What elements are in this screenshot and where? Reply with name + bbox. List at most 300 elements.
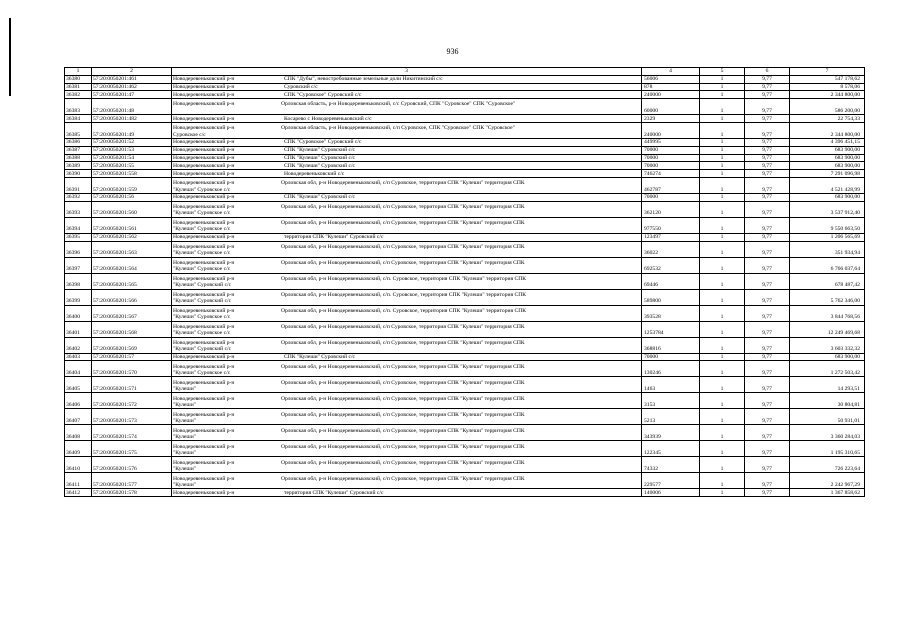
area-cell: 70000 (642, 162, 700, 170)
table-row (65, 122, 865, 138)
area-cell: 343939 (642, 425, 700, 441)
table-row (65, 99, 865, 115)
location-address: территория СПК "Кулеши" Суровский с/с (284, 489, 384, 496)
location-address: Орловская обл, р-н Новодеревеньковский, с/п Суровское, территория СПК "Кулеши" территория СПК (281, 203, 525, 210)
district-label: Новодеревеньковский р-н (173, 203, 235, 210)
rate-cell: 9,77 (745, 257, 790, 273)
table-row (65, 138, 865, 146)
table-row (65, 393, 865, 409)
rate-cell: 9,77 (745, 154, 790, 162)
cadastral-number-cell: 57:20:0050201:574 (92, 425, 172, 441)
cadastral-number-cell: 57:20:0050201:54 (92, 154, 172, 162)
location-text (172, 139, 641, 145)
location-address-continued: "Кулеши" Суровский с/с (173, 346, 232, 353)
area-cell: 362120 (642, 201, 700, 217)
quantity-cell: 1 (700, 353, 745, 361)
amount-cell: 7 291 096,98 (790, 170, 865, 178)
amount-cell: 2 344 800,00 (790, 91, 865, 99)
row-number-cell: 36408 (65, 425, 92, 441)
table-row (65, 154, 865, 162)
location-address: Орловская обл, р-н Новодеревеньковский, с/п Суровское, территория СПК "Кулеши" территория СПК (281, 411, 525, 418)
rate-cell: 9,77 (745, 99, 790, 115)
area-cell: 70000 (642, 154, 700, 162)
table-row (65, 233, 865, 241)
location-address-continued: "Кулеши" Суровское с/с (173, 314, 231, 321)
row-number-cell: 36411 (65, 473, 92, 489)
table-row (65, 305, 865, 321)
location-address: СПК "Суровское" Суровский с/с (284, 139, 362, 146)
amount-cell: 3 537 912,40 (790, 201, 865, 217)
location-address-continued: "Кулеши" Суровское с/с (173, 330, 231, 337)
table-row (65, 353, 865, 361)
district-label: Новодеревеньковский р-н (173, 115, 235, 122)
district-label: Новодеревеньковский р-н (173, 291, 235, 298)
row-number-cell: 36407 (65, 409, 92, 425)
area-cell: 2329 (642, 115, 700, 123)
location-text (172, 292, 641, 305)
table-row (65, 201, 865, 217)
amount-cell: 1 206 565,69 (790, 233, 865, 241)
table-row (65, 273, 865, 289)
location-cell (172, 489, 642, 497)
amount-cell: 683 900,00 (790, 162, 865, 170)
district-label: Новодеревеньковский р-н (173, 219, 235, 226)
district-label: Новодеревеньковский р-н (173, 353, 235, 360)
quantity-cell: 1 (700, 201, 745, 217)
location-address: Орловская область, р-н Новодеревеньковский, с/п Суровское, СПК "Суровское" СПК "Суровское" (281, 125, 515, 132)
table-body (65, 68, 865, 497)
location-text (172, 147, 641, 153)
area-cell: 130246 (642, 361, 700, 377)
location-cell (172, 75, 642, 83)
quantity-cell: 1 (700, 162, 745, 170)
district-label: Новодеревеньковский р-н (173, 395, 235, 402)
row-number-cell: 36387 (65, 146, 92, 154)
district-label: Новодеревеньковский р-н (173, 91, 235, 98)
amount-cell: 547 178,62 (790, 75, 865, 83)
quantity-cell: 1 (700, 489, 745, 497)
location-cell (172, 473, 642, 489)
row-number-cell: 36397 (65, 257, 92, 273)
quantity-cell: 1 (700, 257, 745, 273)
row-number-cell: 36405 (65, 377, 92, 393)
cadastral-number-cell: 57:20:0050201:571 (92, 377, 172, 393)
column-header: 2 (92, 68, 172, 76)
column-header: 5 (700, 68, 745, 76)
row-number-cell: 36409 (65, 441, 92, 457)
cadastral-number-cell: 57:20:0050201:566 (92, 289, 172, 305)
table-row (65, 489, 865, 497)
quantity-cell: 1 (700, 83, 745, 91)
quantity-cell: 1 (700, 193, 745, 201)
area-cell: 56006 (642, 75, 700, 83)
location-cell (172, 83, 642, 91)
rate-cell: 9,77 (745, 305, 790, 321)
district-label: Новодеревеньковский р-н (173, 427, 235, 434)
location-address: СПК "Кулеши" Суровский с/с (284, 353, 355, 360)
location-cell (172, 91, 642, 99)
cadastral-number-cell: 57:20:0050201:564 (92, 257, 172, 273)
location-address: Орловская область, р-н Новодеревеньковский, с/с Суровский, СПК "Суровское" СПК "Суровское" (281, 101, 516, 108)
quantity-cell: 1 (700, 138, 745, 146)
rate-cell: 9,77 (745, 457, 790, 473)
row-number-cell: 36385 (65, 122, 92, 138)
amount-cell: 1 367 858,62 (790, 489, 865, 497)
location-text (172, 125, 641, 138)
area-cell: 3153 (642, 393, 700, 409)
location-cell (172, 241, 642, 257)
location-cell (172, 457, 642, 473)
column-header: 6 (745, 68, 790, 76)
area-cell: 449995 (642, 138, 700, 146)
location-cell (172, 138, 642, 146)
location-address: СПК "Кулеши" Суровский с/с (284, 162, 355, 169)
location-text (172, 180, 641, 193)
cadastral-number-cell: 57:20:0050201:55 (92, 162, 172, 170)
table-row (65, 146, 865, 154)
location-text (172, 92, 641, 98)
row-number-cell: 36395 (65, 233, 92, 241)
location-cell (172, 441, 642, 457)
location-text (172, 244, 641, 257)
amount-cell: 3 360 284,03 (790, 425, 865, 441)
area-cell: 692532 (642, 257, 700, 273)
quantity-cell: 1 (700, 337, 745, 353)
district-label: Новодеревеньковский р-н (173, 194, 235, 201)
table-row (65, 361, 865, 377)
location-text (172, 76, 641, 82)
table-row (65, 425, 865, 441)
district-label: Новодеревеньковский р-н (173, 180, 235, 187)
amount-cell: 2 344 800,00 (790, 122, 865, 138)
table-row (65, 162, 865, 170)
location-text (172, 308, 641, 321)
location-cell (172, 99, 642, 115)
amount-cell: 22 754,33 (790, 115, 865, 123)
quantity-cell: 1 (700, 305, 745, 321)
rate-cell: 9,77 (745, 241, 790, 257)
rate-cell: 9,77 (745, 289, 790, 305)
location-text (172, 260, 641, 273)
location-text (172, 101, 641, 114)
location-address: Орловская обл, р-н Новодеревеньковский, с/п Суровское, территория СПК "Кулеши" территория СПК (281, 427, 525, 434)
location-text (172, 220, 641, 233)
location-text (172, 155, 641, 161)
cadastral-number-cell: 57:20:0050201:558 (92, 170, 172, 178)
district-label: Новодеревеньковский р-н (173, 147, 235, 154)
table-row (65, 289, 865, 305)
table-row (65, 241, 865, 257)
area-cell: 240000 (642, 122, 700, 138)
location-address-continued: "Кулеши" (173, 417, 197, 424)
cadastral-number-cell: 57:20:0050201:48 (92, 99, 172, 115)
rate-cell: 9,77 (745, 441, 790, 457)
area-cell: 368816 (642, 337, 700, 353)
location-address: Орловская обл, р-н Новодеревеньковский, с/п. Суровское, территория СПК "Кулеши" территория СПК (281, 307, 526, 314)
area-cell: 1253784 (642, 321, 700, 337)
table-row (65, 473, 865, 489)
location-cell (172, 115, 642, 123)
area-cell: 123497 (642, 233, 700, 241)
quantity-cell: 1 (700, 473, 745, 489)
amount-cell: 351 934,94 (790, 241, 865, 257)
location-cell (172, 353, 642, 361)
location-address: Орловская обл, р-н Новодеревеньковский, с/п Суровское, территория СПК "Кулеши" территория СПК (281, 379, 525, 386)
quantity-cell: 1 (700, 177, 745, 193)
location-text (172, 234, 641, 240)
district-label: Новодеревеньковский р-н (173, 475, 235, 482)
location-text (172, 364, 641, 377)
row-number-cell: 36401 (65, 321, 92, 337)
area-cell: 240000 (642, 91, 700, 99)
rate-cell: 9,77 (745, 177, 790, 193)
row-number-cell: 36399 (65, 289, 92, 305)
rate-cell: 9,77 (745, 489, 790, 497)
district-label: Новодеревеньковский р-н (173, 339, 235, 346)
district-label: Новодеревеньковский р-н (173, 101, 235, 108)
location-cell (172, 162, 642, 170)
location-address: СПК "Кулеши" Суровский с/с (284, 147, 355, 154)
district-label: Новодеревеньковский р-н (173, 139, 235, 146)
quantity-cell: 1 (700, 233, 745, 241)
quantity-cell: 1 (700, 99, 745, 115)
location-text (172, 444, 641, 457)
cadastral-number-cell: 57:20:0050201:570 (92, 361, 172, 377)
location-address-continued: "Кулеши" Суровское с/с (173, 369, 231, 376)
rate-cell: 9,77 (745, 162, 790, 170)
district-label: Новодеревеньковский р-н (173, 489, 235, 496)
cadastral-number-cell: 57:20:0050201:56 (92, 193, 172, 201)
cadastral-number-cell: 57:20:0050201:572 (92, 393, 172, 409)
location-address: территория СПК "Кулеши" Суровский с/с (284, 234, 384, 241)
table-row (65, 170, 865, 178)
rate-cell: 9,77 (745, 217, 790, 233)
quantity-cell: 1 (700, 441, 745, 457)
row-number-cell: 36400 (65, 305, 92, 321)
location-cell (172, 233, 642, 241)
row-number-cell: 36398 (65, 273, 92, 289)
area-cell: 140006 (642, 489, 700, 497)
cadastral-number-cell: 57:20:0050201:561 (92, 217, 172, 233)
area-cell: 462787 (642, 177, 700, 193)
row-number-cell: 36384 (65, 115, 92, 123)
amount-cell: 3 844 768,56 (790, 305, 865, 321)
quantity-cell: 1 (700, 273, 745, 289)
row-number-cell: 36389 (65, 162, 92, 170)
location-address-continued: "Кулеши" Суровское с/с (173, 186, 231, 193)
amount-cell: 30 804,81 (790, 393, 865, 409)
location-address: Орловская обл, р-н Новодеревеньковский, с/п. Суровское, территория СПК "Кулеши" территория СПК (281, 275, 526, 282)
location-text (172, 276, 641, 289)
area-cell: 70000 (642, 353, 700, 361)
cadastral-number-cell: 57:20:0050201:575 (92, 441, 172, 457)
location-text (172, 171, 641, 177)
district-label: Новодеревеньковский р-н (173, 76, 235, 83)
location-address: Косарево с Новодеревеньковский с/с (284, 115, 372, 122)
quantity-cell: 1 (700, 146, 745, 154)
rate-cell: 9,77 (745, 75, 790, 83)
amount-cell: 4 521 428,99 (790, 177, 865, 193)
location-text (172, 163, 641, 169)
amount-cell: 5 762 346,00 (790, 289, 865, 305)
quantity-cell: 1 (700, 425, 745, 441)
rate-cell: 9,77 (745, 122, 790, 138)
amount-cell: 8 578,06 (790, 83, 865, 91)
location-text (172, 204, 641, 217)
location-text (172, 460, 641, 473)
cadastral-number-cell: 57:20:0050201:57 (92, 353, 172, 361)
location-cell (172, 425, 642, 441)
amount-cell: 726 223,64 (790, 457, 865, 473)
row-number-cell: 36381 (65, 83, 92, 91)
location-address: СПК "Кулеши" Суровский с/с (284, 194, 355, 201)
cadastral-number-cell: 57:20:0050201:461 (92, 75, 172, 83)
table-row (65, 441, 865, 457)
amount-cell: 6 766 037,64 (790, 257, 865, 273)
location-address-continued: "Кулеши" Суровский с/с (173, 298, 232, 305)
district-label: Новодеревеньковский р-н (173, 154, 235, 161)
cadastral-number-cell: 57:20:0050201:462 (92, 83, 172, 91)
district-label: Новодеревеньковский р-н (173, 275, 235, 282)
column-header: 1 (65, 68, 92, 76)
cadastral-number-cell: 57:20:0050201:578 (92, 489, 172, 497)
cadastral-number-cell: 57:20:0050201:565 (92, 273, 172, 289)
table-row (65, 457, 865, 473)
table-row (65, 337, 865, 353)
rate-cell: 9,77 (745, 91, 790, 99)
quantity-cell: 1 (700, 289, 745, 305)
rate-cell: 9,77 (745, 83, 790, 91)
location-cell (172, 201, 642, 217)
amount-cell: 683 900,00 (790, 353, 865, 361)
rate-cell: 9,77 (745, 170, 790, 178)
cadastral-number-cell: 57:20:0050201:560 (92, 201, 172, 217)
area-cell: 122345 (642, 441, 700, 457)
quantity-cell: 1 (700, 241, 745, 257)
district-label: Новодеревеньковский р-н (173, 323, 235, 330)
location-address-continued: "Кулеши" Суровский с/с (173, 282, 232, 289)
amount-cell: 1 272 503,42 (790, 361, 865, 377)
location-cell (172, 393, 642, 409)
location-address: Орловская обл, р-н Новодеревеньковский, с/п Суровское, территория СПК "Кулеши" территория СПК (281, 259, 525, 266)
location-cell (172, 273, 642, 289)
quantity-cell: 1 (700, 217, 745, 233)
location-address: Орловская обл, р-н Новодеревеньковский, с/п Суровское, территория СПК "Кулеши" территория СПК (281, 323, 525, 330)
rate-cell: 9,77 (745, 393, 790, 409)
quantity-cell: 1 (700, 75, 745, 83)
rate-cell: 9,77 (745, 193, 790, 201)
table-row (65, 177, 865, 193)
location-address: Орловская обл, р-н Новодеревеньковский, с/п Суровское, территория СПК "Кулеши" территория СПК (281, 339, 525, 346)
cadastral-number-cell: 57:20:0050201:567 (92, 305, 172, 321)
rate-cell: 9,77 (745, 321, 790, 337)
area-cell: 70000 (642, 146, 700, 154)
rate-cell: 9,77 (745, 115, 790, 123)
area-cell: 60000 (642, 99, 700, 115)
location-address: СПК "Суровское" Суровский с/с (284, 91, 362, 98)
table-row (65, 83, 865, 91)
cadastral-number-cell: 57:20:0050201:573 (92, 409, 172, 425)
amount-cell: 3 603 332,32 (790, 337, 865, 353)
quantity-cell: 1 (700, 393, 745, 409)
location-address-continued: "Кулеши" (173, 481, 197, 488)
location-cell (172, 361, 642, 377)
district-label: Новодеревеньковский р-н (173, 379, 235, 386)
cadastral-number-cell: 57:20:0050201:482 (92, 115, 172, 123)
location-address: СПК "Кулеши" Суровский с/с (284, 154, 355, 161)
location-address-continued: "Кулеши" Суровское с/с (173, 226, 231, 233)
rate-cell: 9,77 (745, 473, 790, 489)
rate-cell: 9,77 (745, 233, 790, 241)
location-address-continued: Суровское с/с (173, 131, 206, 138)
area-cell: 589800 (642, 289, 700, 305)
quantity-cell: 1 (700, 154, 745, 162)
district-label: Новодеревеньковский р-н (173, 443, 235, 450)
location-address: Орловская обл, р-н Новодеревеньковский, с/п Суровское, территория СПК "Кулеши" территория СПК (281, 443, 525, 450)
amount-cell: 586 200,00 (790, 99, 865, 115)
table-row (65, 257, 865, 273)
location-address: Орловская обл, р-н Новодеревеньковский, с/п Суровское, территория СПК "Кулеши" территория СПК (281, 395, 525, 402)
location-text (172, 380, 641, 393)
area-cell: 229577 (642, 473, 700, 489)
row-number-cell: 36393 (65, 201, 92, 217)
row-number-cell: 36382 (65, 91, 92, 99)
row-number-cell: 36394 (65, 217, 92, 233)
amount-cell: 683 900,00 (790, 146, 865, 154)
location-text (172, 340, 641, 353)
area-cell: 5213 (642, 409, 700, 425)
rate-cell: 9,77 (745, 361, 790, 377)
amount-cell: 9 550 663,50 (790, 217, 865, 233)
location-cell (172, 257, 642, 273)
cadastral-number-cell: 57:20:0050201:576 (92, 457, 172, 473)
location-address: Суровский с/с (284, 83, 318, 90)
location-address-continued: "Кулеши" Суровское с/с (173, 210, 231, 217)
row-number-cell: 36386 (65, 138, 92, 146)
district-label: Новодеревеньковский р-н (173, 363, 235, 370)
location-text (172, 412, 641, 425)
amount-cell: 14 293,51 (790, 377, 865, 393)
district-label: Новодеревеньковский р-н (173, 243, 235, 250)
cadastral-number-cell: 57:20:0050201:562 (92, 233, 172, 241)
location-cell (172, 177, 642, 193)
cadastral-number-cell: 57:20:0050201:568 (92, 321, 172, 337)
amount-cell: 1 195 310,65 (790, 441, 865, 457)
row-number-cell: 36410 (65, 457, 92, 473)
location-cell (172, 193, 642, 201)
row-number-cell: 36390 (65, 170, 92, 178)
location-cell (172, 122, 642, 138)
land-parcel-table (64, 67, 865, 497)
quantity-cell: 1 (700, 321, 745, 337)
cadastral-number-cell: 57:20:0050201:577 (92, 473, 172, 489)
location-text (172, 324, 641, 337)
table-row (65, 91, 865, 99)
location-cell (172, 321, 642, 337)
location-text (172, 354, 641, 360)
table-row (65, 115, 865, 123)
amount-cell: 683 900,00 (790, 193, 865, 201)
district-label: Новодеревеньковский р-н (173, 162, 235, 169)
quantity-cell: 1 (700, 170, 745, 178)
location-cell (172, 170, 642, 178)
quantity-cell: 1 (700, 361, 745, 377)
location-address: Орловская обл, р-н Новодеревеньковский, с/п Суровское, территория СПК "Кулеши" территория СПК (281, 363, 525, 370)
location-address: СПК "Дубы", невостребованные земельные доли Никитинский с/с (284, 76, 443, 83)
location-address-continued: "Кулеши" Суровское с/с (173, 250, 231, 257)
quantity-cell: 1 (700, 409, 745, 425)
row-number-cell: 36406 (65, 393, 92, 409)
